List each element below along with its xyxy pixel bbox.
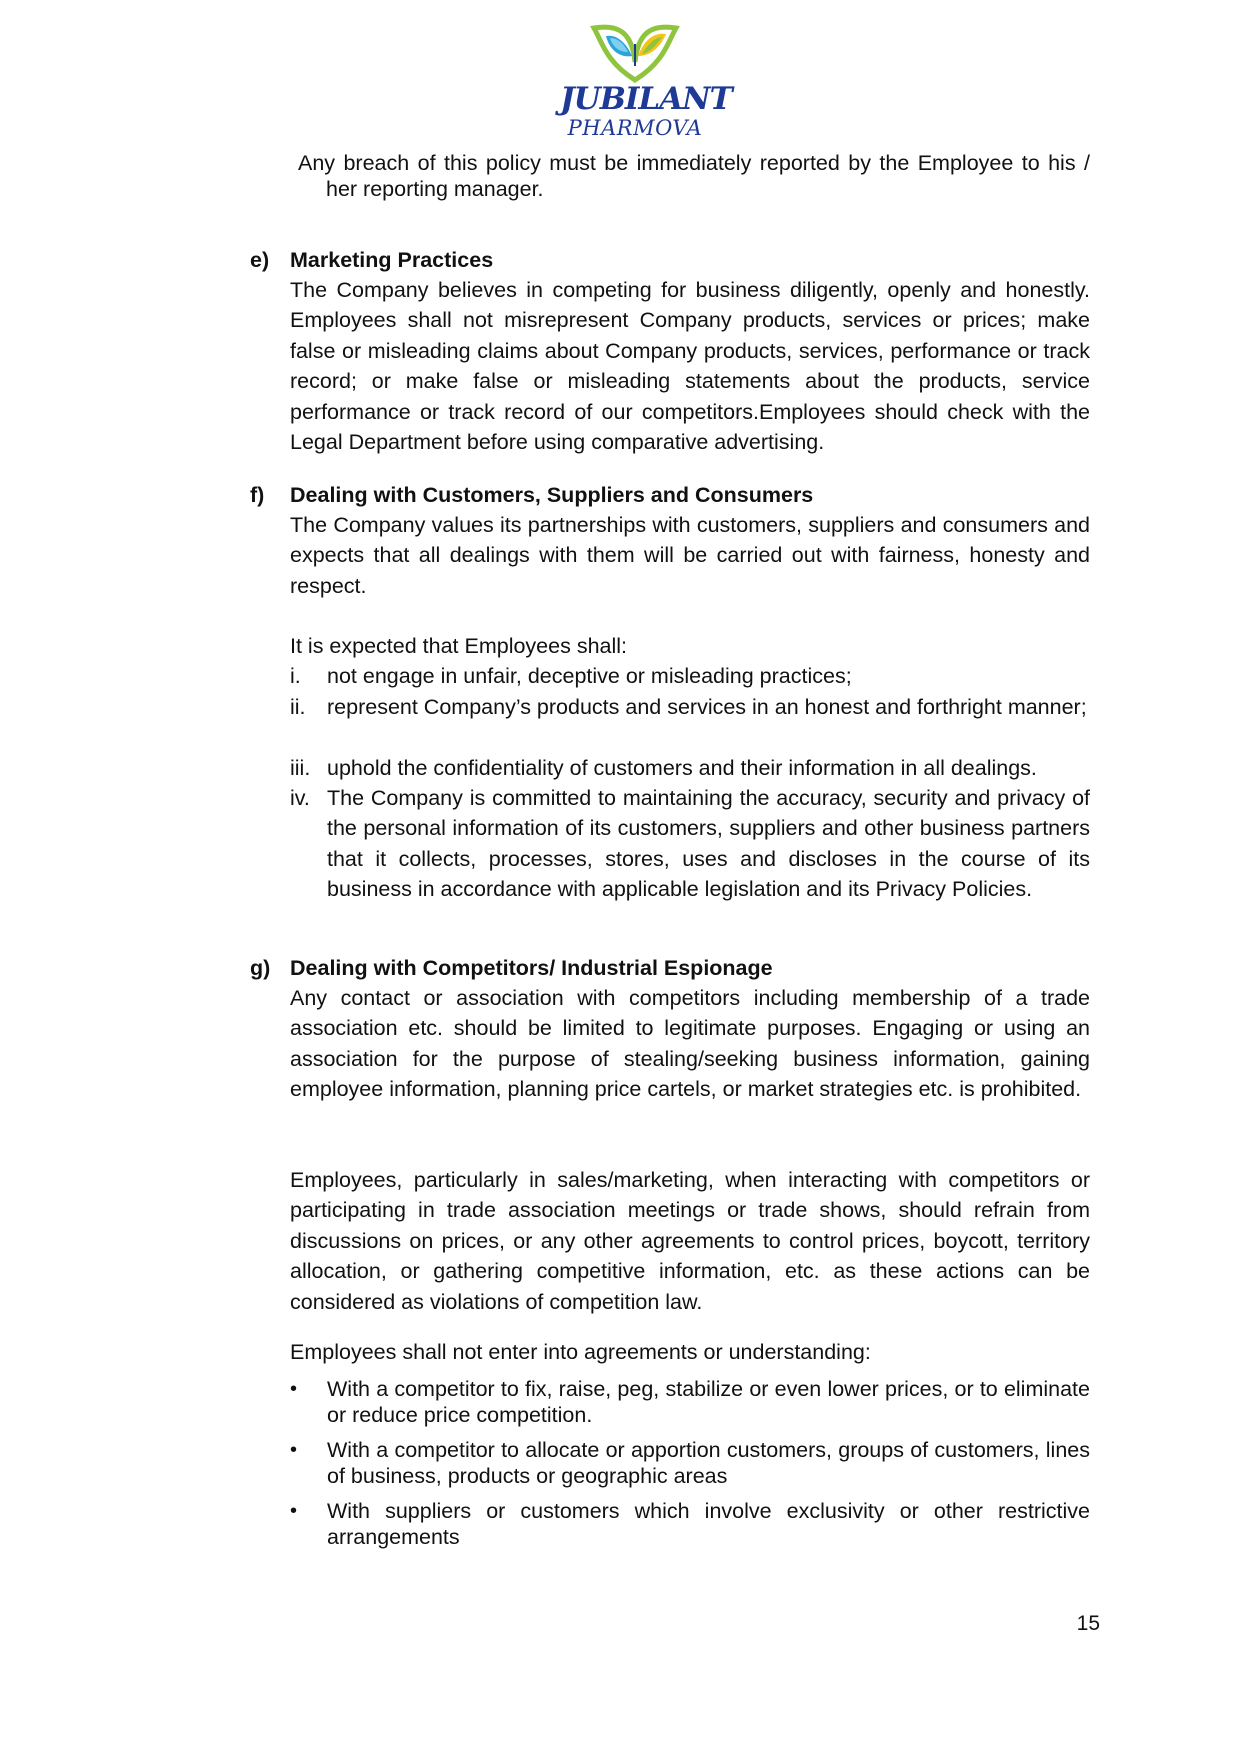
list-item-number: iii. bbox=[290, 756, 311, 780]
list-item: uphold the confidentiality of customers and their information in all dealings. bbox=[327, 756, 1037, 780]
bullet-item: With a competitor to fix, raise, peg, stabilize or even lower prices, or to eliminate or reduce price competition. bbox=[327, 1377, 1090, 1427]
bullet-item: With a competitor to allocate or apportion customers, groups of customers, lines of business, products or geographic areas bbox=[327, 1438, 1090, 1488]
bullet-icon: • bbox=[290, 1439, 298, 1461]
section-f-body: The Company values its partnerships with customers, suppliers and consumers and expects that all dealings with them will be carried out with fairness, honesty and respect. bbox=[290, 513, 1090, 598]
section-e-title: Marketing Practices bbox=[290, 248, 494, 272]
list-item: represent Company’s products and services in an honest and forthright manner; bbox=[327, 695, 1087, 719]
section-f-expect: It is expected that Employees shall: bbox=[290, 634, 628, 658]
section-e-label: e) bbox=[250, 248, 270, 272]
section-f-label: f) bbox=[250, 483, 265, 507]
list-item: The Company is committed to maintaining the accuracy, security and privacy of the personal information of its customers, suppliers and other business partners that it collects, processes, stores, uses and discloses in the course of its business in accordance with applicable legislation and its Privacy Policies. bbox=[327, 786, 1090, 902]
intro-text: Any breach of this policy must be immediately reported by the Employee to his / her reporting manager. bbox=[298, 151, 1090, 201]
list-item-number: i. bbox=[290, 664, 301, 688]
list-item-number: iv. bbox=[290, 786, 310, 810]
section-g-label: g) bbox=[250, 956, 271, 980]
intro-paragraph bbox=[298, 150, 1090, 202]
list-item: not engage in unfair, deceptive or misleading practices; bbox=[327, 664, 852, 688]
section-g-body2: Employees, particularly in sales/marketing, when interacting with competitors or participating in trade association meetings or trade shows, should refrain from discussions on prices, or any other agreements to control prices, boycott, territory allocation, or gathering competitive information, etc. as these actions can be considered as violations of competition law. bbox=[290, 1168, 1090, 1314]
section-g-body3: Employees shall not enter into agreements or understanding: bbox=[290, 1340, 871, 1364]
company-logo bbox=[560, 22, 732, 142]
butterfly-logo-icon bbox=[588, 22, 682, 84]
section-g-title: Dealing with Competitors/ Industrial Espionage bbox=[290, 956, 773, 980]
list-item-number: ii. bbox=[290, 695, 306, 719]
bullet-icon: • bbox=[290, 1378, 298, 1400]
section-f-title: Dealing with Customers, Suppliers and Consumers bbox=[290, 483, 814, 507]
logo-text-line1: JUBILANT bbox=[560, 81, 732, 117]
section-e-body: The Company believes in competing for business diligently, openly and honestly. Employees shall not misrepresent Company products, services or prices; make false or misleading claims about Company products, services, performance or track record; or make false or misleading statements about the products, service performance or track record of our competitors.Employees should check with the Legal Department before using comparative advertising. bbox=[290, 278, 1090, 455]
logo-text-line2: PHARMOVA bbox=[567, 116, 703, 140]
bullet-item: With suppliers or customers which involve exclusivity or other restrictive arrangements bbox=[327, 1499, 1090, 1549]
bullet-icon: • bbox=[290, 1500, 298, 1522]
section-g-body1: Any contact or association with competitors including membership of a trade association etc. should be limited to legitimate purposes. Engaging or using an association for the purpose of stealing/seeking business information, gaining employee information, planning price cartels, or market strategies etc. is prohibited. bbox=[290, 986, 1090, 1102]
page-number: 15 bbox=[1076, 1612, 1100, 1635]
